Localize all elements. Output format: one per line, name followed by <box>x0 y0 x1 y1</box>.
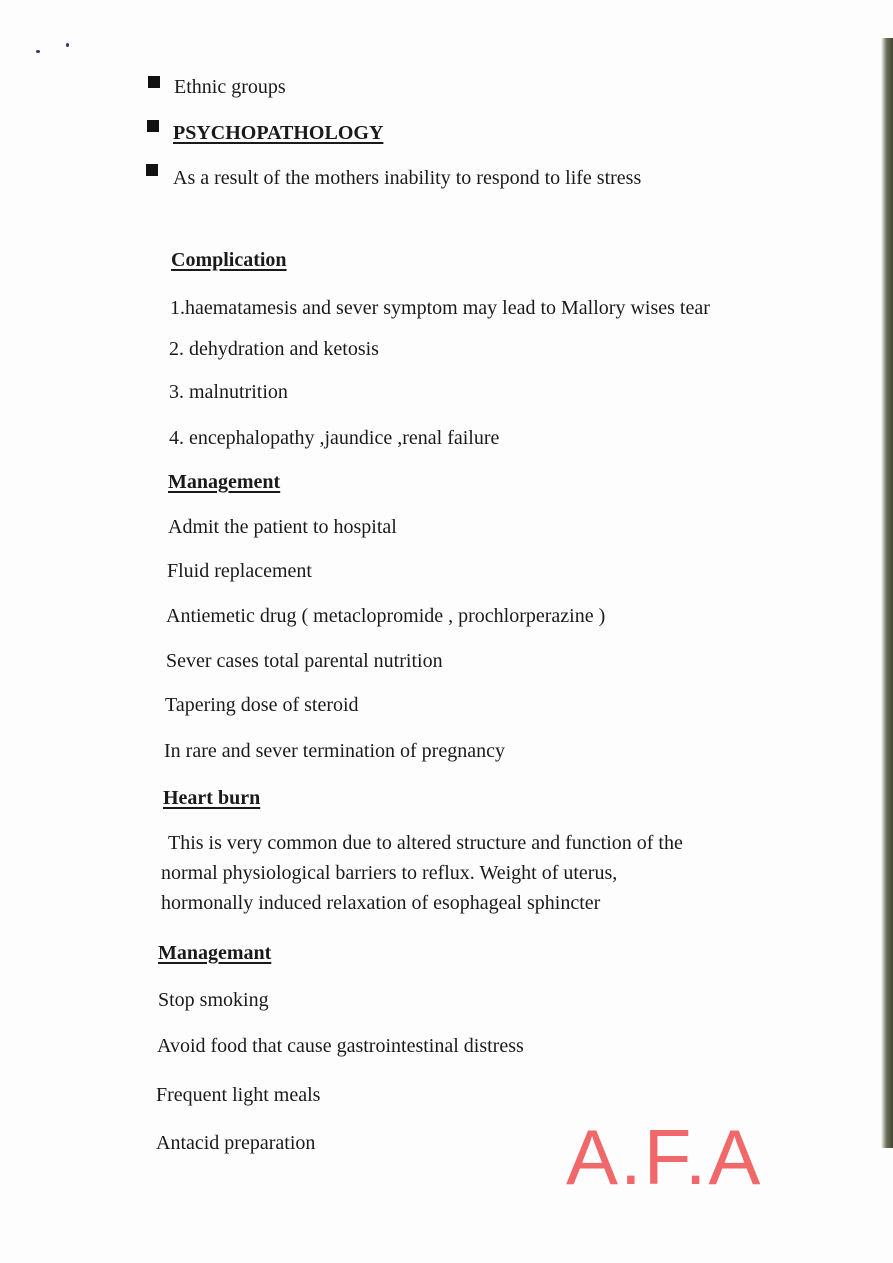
complication-item: 4. encephalopathy ,jaundice ,renal failure <box>169 427 500 449</box>
bullet-marker <box>147 120 159 132</box>
scan-speck <box>66 43 69 47</box>
management-item: In rare and sever termination of pregnancy <box>164 740 505 762</box>
bullet-ethnic-groups: Ethnic groups <box>174 76 286 98</box>
bullet-psychopathology-text: As a result of the mothers inability to respond to life stress <box>173 167 642 189</box>
management-item: Antiemetic drug ( metaclopromide , prochlorperazine ) <box>166 605 606 627</box>
complication-item: 3. malnutrition <box>169 381 288 403</box>
management-item: Tapering dose of steroid <box>165 694 359 716</box>
heartburn-paragraph <box>161 828 761 918</box>
managemant-heading: Managemant <box>158 942 272 964</box>
management-item: Sever cases total parental nutrition <box>166 650 443 672</box>
page-edge-shadow <box>881 38 893 1148</box>
heartburn-heading: Heart burn <box>163 787 261 809</box>
afa-watermark: A.F.A <box>566 1113 763 1201</box>
management-item: Fluid replacement <box>167 560 312 582</box>
heartburn-paragraph-line: hormonally induced relaxation of esophageal sphincter <box>161 892 601 914</box>
managemant-item: Frequent light meals <box>156 1084 321 1106</box>
scan-speck <box>36 50 40 53</box>
complication-heading: Complication <box>171 249 287 271</box>
management-item: Admit the patient to hospital <box>168 516 397 538</box>
management-heading: Management <box>168 471 281 493</box>
managemant-item: Stop smoking <box>158 989 269 1011</box>
managemant-item: Avoid food that cause gastrointestinal distress <box>157 1035 524 1057</box>
bullet-marker <box>148 76 160 88</box>
psychopathology-heading: PSYCHOPATHOLOGY <box>173 122 384 144</box>
heartburn-paragraph-line: normal physiological barriers to reflux. Weight of uterus, <box>161 862 618 884</box>
heartburn-paragraph-line: This is very common due to altered structure and function of the <box>168 832 683 854</box>
complication-item: 2. dehydration and ketosis <box>169 338 379 360</box>
complication-item: 1.haematamesis and sever symptom may lead to Mallory wises tear <box>170 297 710 319</box>
bullet-marker <box>146 164 158 176</box>
managemant-item: Antacid preparation <box>156 1132 316 1154</box>
